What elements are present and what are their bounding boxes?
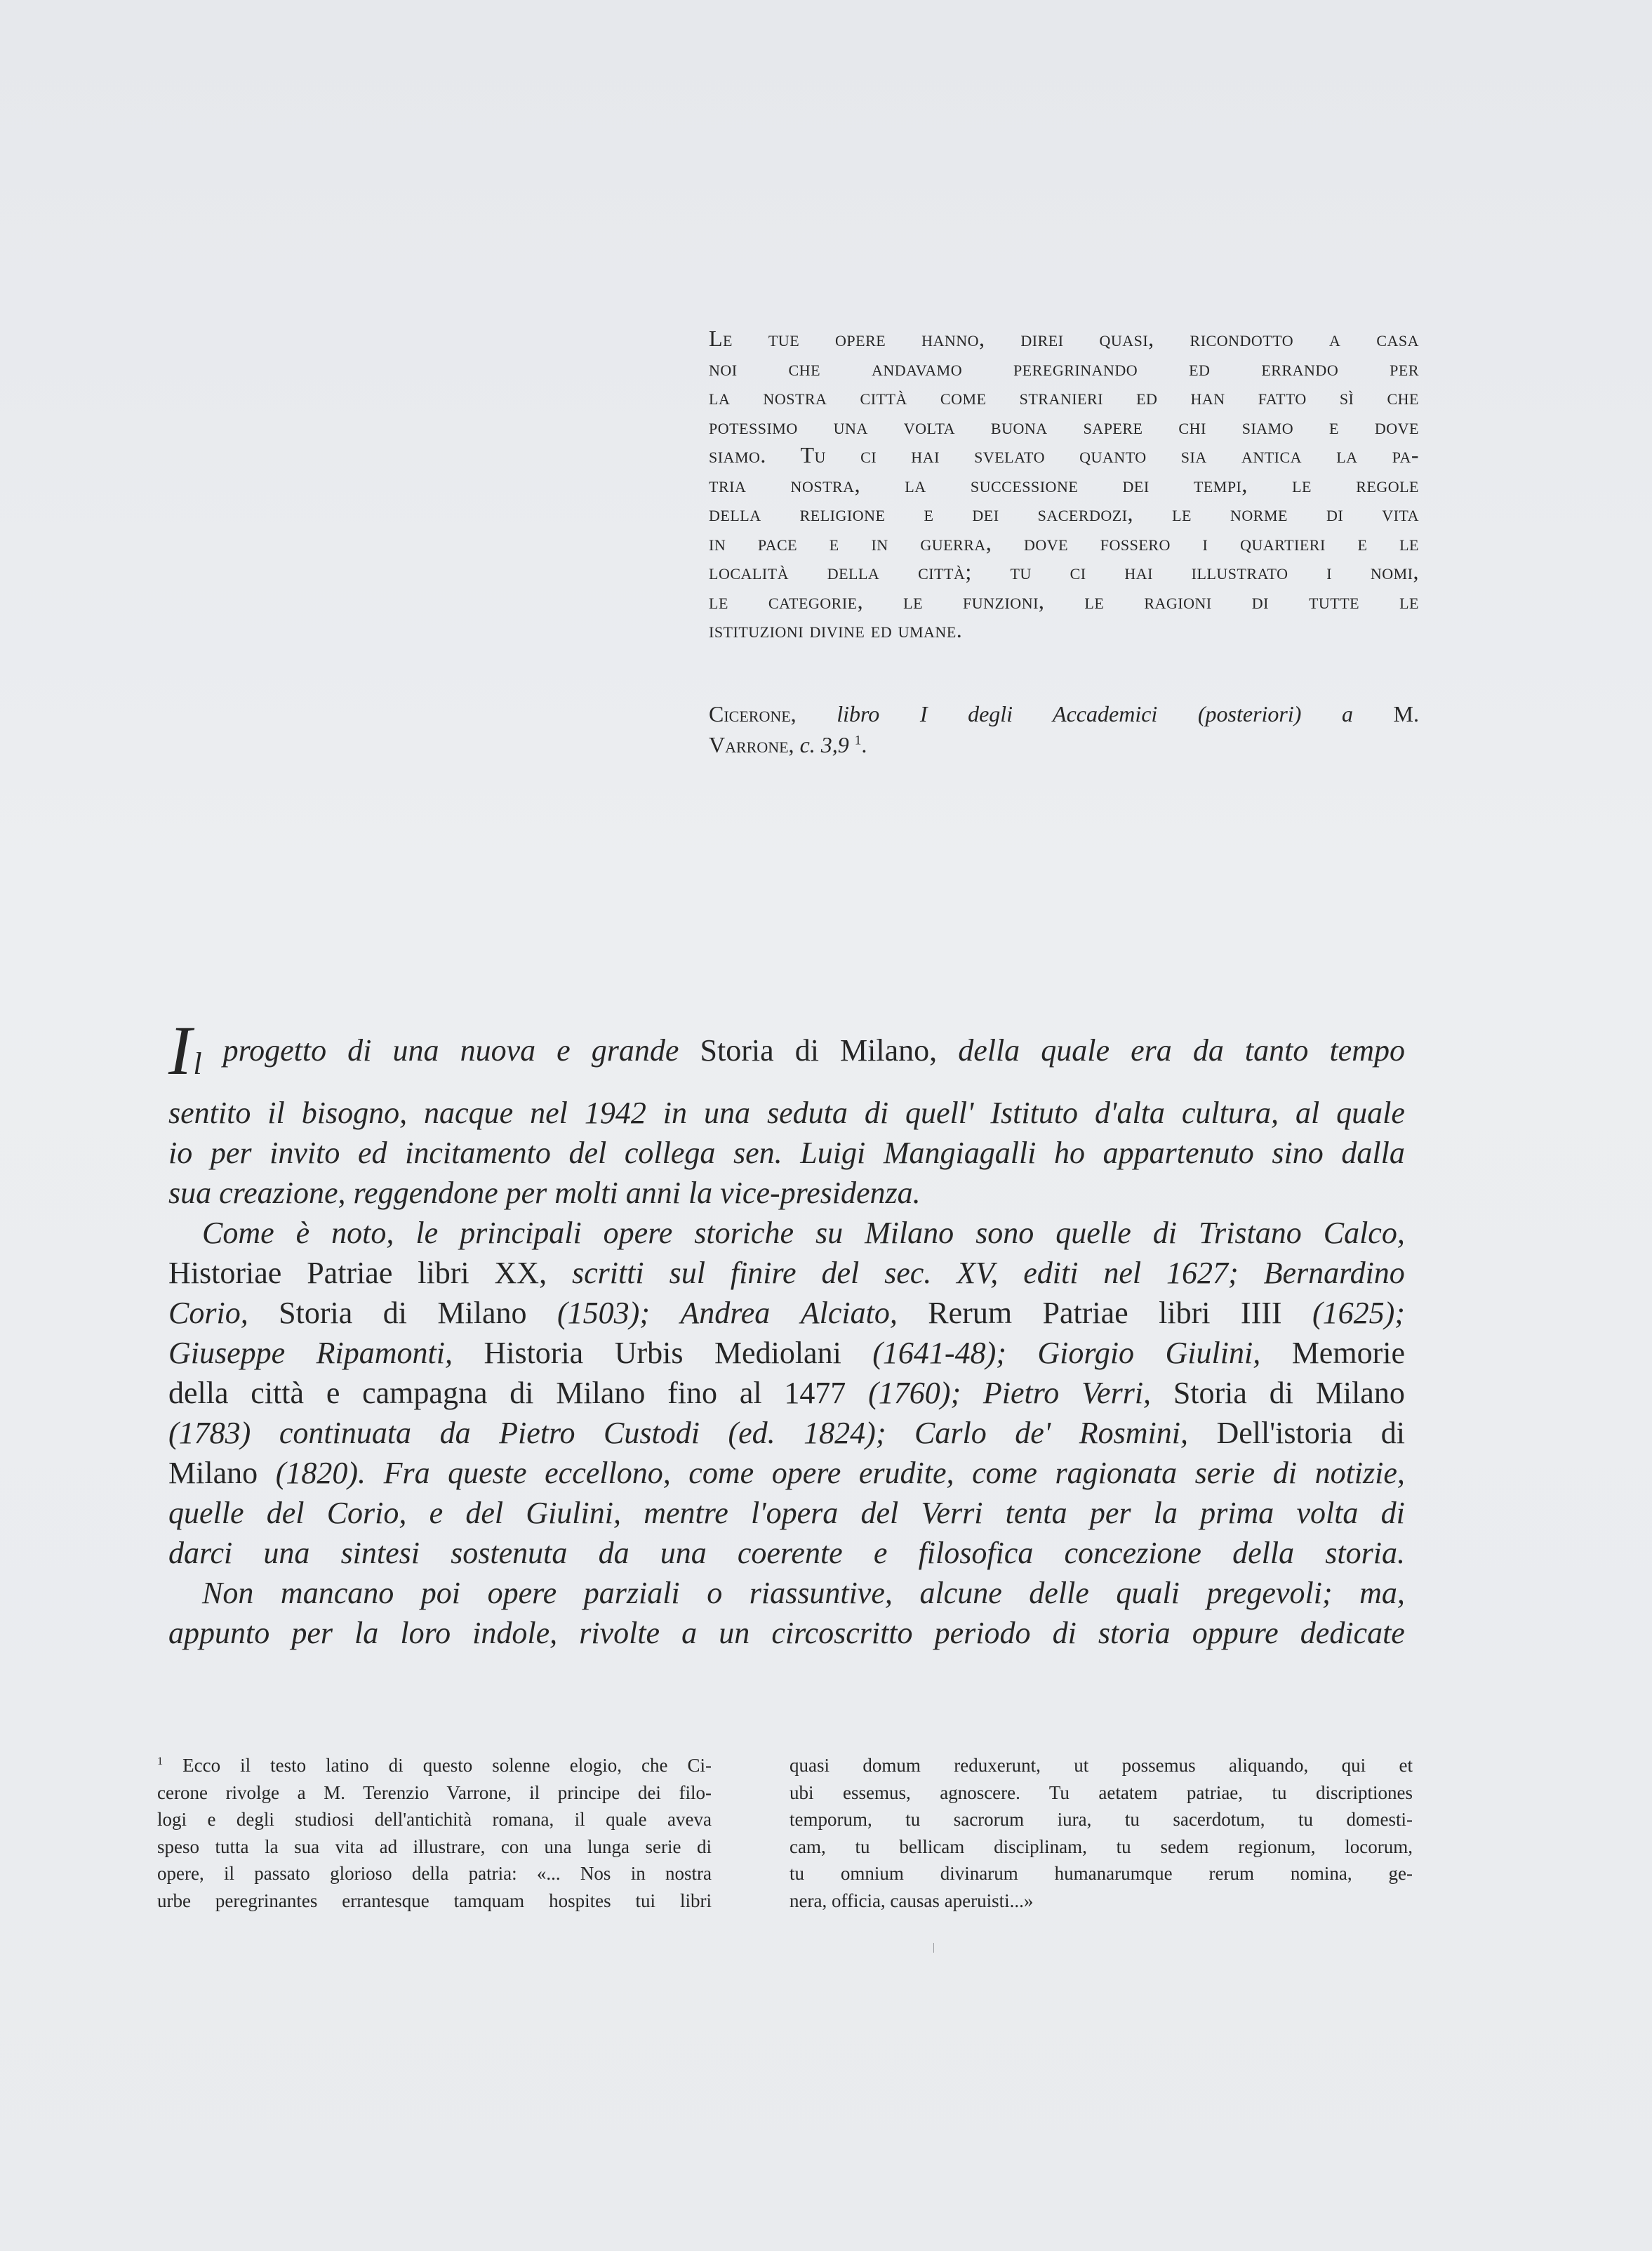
word: pregevoli;	[1206, 1576, 1333, 1610]
footnote-line: nera, officia, causas aperuisti...»	[790, 1890, 1034, 1911]
word: e	[873, 1536, 888, 1570]
epigraph-line: potessimo una volta buona sapere chi siamo e dove	[709, 413, 1419, 439]
footnote-line: tu omnium divinarum humanarumque rerum nomina, ge-	[790, 1863, 1413, 1884]
word: incitamento	[405, 1136, 551, 1170]
word: era	[1131, 1033, 1172, 1068]
epigraph-line: siamo. Tu ci hai svelato quanto sia antica la pa-	[709, 442, 1419, 467]
word: noto,	[331, 1216, 394, 1250]
word: è	[295, 1216, 310, 1250]
word: libri	[1159, 1296, 1211, 1330]
word: io	[168, 1136, 193, 1170]
footnote-text: urbe peregrinantes errantesque tamquam hospites tui libri	[157, 1890, 712, 1911]
word: una	[660, 1536, 707, 1570]
word: Historiae	[168, 1256, 282, 1290]
citation-line-2	[709, 729, 1419, 760]
word: grande	[591, 1033, 679, 1068]
word: (1503);	[557, 1296, 650, 1330]
word: quelle	[1055, 1216, 1131, 1250]
word: come	[972, 1456, 1037, 1490]
footnote-mark: 1	[157, 1755, 164, 1767]
text-line	[168, 1533, 1405, 1573]
word: libri	[418, 1256, 469, 1290]
word: Pietro	[499, 1416, 575, 1450]
word: a	[681, 1616, 698, 1650]
word: d'alta	[1095, 1096, 1165, 1130]
word: Dell'istoria	[1216, 1416, 1353, 1450]
word: 1477	[784, 1376, 846, 1410]
citation-author: Cicerone,	[709, 701, 797, 726]
word: e	[429, 1496, 444, 1530]
first-word	[168, 1009, 202, 1093]
word: ho	[1054, 1136, 1086, 1170]
word: del	[860, 1496, 899, 1530]
word: darci	[168, 1536, 233, 1570]
word: de'	[1015, 1416, 1051, 1450]
word: Milano	[865, 1216, 954, 1250]
word: Giulini,	[526, 1496, 621, 1530]
word: tempo	[1329, 1033, 1405, 1068]
word: 1627;	[1166, 1256, 1239, 1290]
word: Milano	[1315, 1376, 1405, 1410]
word: quale	[1336, 1096, 1405, 1130]
word: per	[210, 1136, 252, 1170]
word: la	[354, 1616, 379, 1650]
word: Calco,	[1323, 1216, 1405, 1250]
word: (1760);	[868, 1376, 961, 1410]
text-line	[168, 1573, 1405, 1613]
text-line	[168, 1373, 1405, 1413]
word: 1942	[584, 1096, 646, 1130]
word: Non	[202, 1576, 254, 1610]
word: tanto	[1244, 1033, 1309, 1068]
word: concezione	[1064, 1536, 1201, 1570]
italic-text: sua creazione, reggendone per molti anni la vice-presidenza.	[168, 1176, 921, 1210]
word: Ripamonti,	[316, 1336, 453, 1370]
word: sintesi	[340, 1536, 420, 1570]
word: Andrea	[680, 1296, 771, 1330]
word: rivolte	[579, 1616, 660, 1650]
word: filosofica	[918, 1536, 1034, 1570]
word: editi	[1023, 1256, 1079, 1290]
word: la	[1153, 1496, 1178, 1530]
word: sino	[1272, 1136, 1324, 1170]
word: del	[266, 1496, 305, 1530]
word: Corio,	[326, 1496, 407, 1530]
word: Milano	[556, 1376, 646, 1410]
word: poi	[420, 1576, 461, 1610]
word: della	[168, 1376, 229, 1410]
word: ed	[357, 1136, 387, 1170]
footnote-text: logi e degli studiosi dell'antichità romana, il quale aveva	[157, 1809, 712, 1830]
footnote-text: speso tutta la sua vita ad illustrare, con una lunga serie di	[157, 1835, 712, 1857]
word: di	[509, 1376, 534, 1410]
word: Patriae	[1042, 1296, 1128, 1330]
word: o	[707, 1576, 723, 1610]
main-text	[168, 1009, 1405, 1653]
word: cultura,	[1181, 1096, 1279, 1130]
word: indole,	[472, 1616, 558, 1650]
word: delle	[1029, 1576, 1089, 1610]
word: Storia	[1173, 1376, 1247, 1410]
word: quale	[1041, 1033, 1110, 1068]
word: nel	[1103, 1256, 1142, 1290]
word: di	[1380, 1416, 1405, 1450]
word: di	[1272, 1456, 1297, 1490]
word: serie	[1194, 1456, 1255, 1490]
text-line	[168, 1093, 1405, 1133]
footnote-line	[157, 1887, 712, 1915]
word: quelle	[168, 1496, 244, 1530]
word: una	[263, 1536, 310, 1570]
word: un	[719, 1616, 750, 1650]
word: principali	[460, 1216, 582, 1250]
word: Corio,	[168, 1296, 248, 1330]
text-line	[168, 1413, 1405, 1453]
word: del	[465, 1496, 504, 1530]
word: queste	[448, 1456, 527, 1490]
word: tenta	[1005, 1496, 1067, 1530]
word: nel	[530, 1096, 568, 1130]
drop-cap: I	[168, 1011, 192, 1089]
word: continuata	[279, 1416, 412, 1450]
footnote-reference[interactable]: 1	[854, 733, 862, 748]
word: città	[251, 1376, 305, 1410]
word: di	[1052, 1616, 1077, 1650]
citation-work: libro I degli Accademici (posteriori) a	[796, 701, 1353, 726]
word: di	[1269, 1376, 1293, 1410]
text-line	[168, 1253, 1405, 1293]
footnote-line	[157, 1779, 712, 1807]
word: sen.	[733, 1136, 782, 1170]
word: Verri,	[1081, 1376, 1152, 1410]
word: sentito	[168, 1096, 251, 1130]
word: da	[598, 1536, 630, 1570]
word: Tristano	[1199, 1216, 1302, 1250]
word: appunto	[168, 1616, 270, 1650]
text-line	[168, 1133, 1405, 1173]
epigraph-line: istituzioni divine ed umane.	[709, 617, 963, 642]
text-line	[168, 1493, 1405, 1533]
word: storia.	[1325, 1536, 1405, 1570]
footnote-line: cam, tu bellicam disciplinam, tu sedem regionum, locorum,	[790, 1835, 1413, 1857]
word: eccellono,	[545, 1456, 671, 1490]
footnote-text: cerone rivolge a M. Terenzio Varrone, il principe dei filo-	[157, 1781, 712, 1803]
word: circoscritto	[771, 1616, 913, 1650]
word: (1783)	[168, 1416, 251, 1450]
word: oppure	[1192, 1616, 1279, 1650]
epigraph	[709, 324, 1419, 645]
word: di	[1152, 1216, 1178, 1250]
word: di	[347, 1033, 372, 1068]
word: quali	[1116, 1576, 1180, 1610]
footnote-left-column	[157, 1752, 712, 1914]
word: l'opera	[750, 1496, 839, 1530]
footnote-text: Ecco il testo latino di questo solenne elogio, che Ci-	[163, 1755, 712, 1776]
word: dalla	[1341, 1136, 1405, 1170]
word: una	[392, 1033, 439, 1068]
word: (1641-48);	[872, 1336, 1006, 1370]
epigraph-line: la nostra città come stranieri ed han fatto sì che	[709, 384, 1419, 409]
footnote-line: temporum, tu sacrorum iura, tu sacerdotum, tu domesti-	[790, 1809, 1413, 1830]
word: di	[794, 1033, 819, 1068]
epigraph-line: Le tue opere hanno, direi quasi, ricondotto a casa	[709, 326, 1419, 351]
word: Mediolani	[714, 1336, 841, 1370]
word: il	[267, 1096, 285, 1130]
word: per	[291, 1616, 333, 1650]
word: una	[703, 1096, 750, 1130]
footnote-line	[157, 1833, 712, 1861]
word: invito	[269, 1136, 340, 1170]
word: coerente	[737, 1536, 843, 1570]
word: seduta	[766, 1096, 848, 1130]
word: (ed.	[728, 1416, 775, 1450]
word: Milano	[168, 1456, 258, 1490]
word: da	[1192, 1033, 1224, 1068]
word: mancano	[280, 1576, 394, 1610]
word: storia	[1098, 1616, 1171, 1650]
word: Mangiagalli	[883, 1136, 1037, 1170]
word: Pietro	[982, 1376, 1060, 1410]
epigraph-line: tria nostra, la successione dei tempi, le regole	[709, 471, 1419, 497]
word: loro	[400, 1616, 451, 1650]
word: della	[1232, 1536, 1295, 1570]
word: su	[815, 1216, 844, 1250]
citation-line-1	[709, 698, 1419, 729]
word: della	[958, 1033, 1020, 1068]
word: Giorgio	[1037, 1336, 1135, 1370]
word: Come	[202, 1216, 274, 1250]
text-line	[168, 1333, 1405, 1373]
word: sul	[669, 1256, 705, 1290]
word: IIII	[1240, 1296, 1282, 1330]
citation-end: .	[861, 732, 867, 757]
word: Giuseppe	[168, 1336, 286, 1370]
word: del	[821, 1256, 860, 1290]
word: Rosmini,	[1079, 1416, 1188, 1450]
word: sostenuta	[451, 1536, 568, 1570]
word: l	[193, 1047, 202, 1081]
citation-name: Varrone,	[709, 732, 794, 757]
gutter-mark	[933, 1943, 934, 1953]
word: Carlo	[914, 1416, 987, 1450]
word: Luigi	[800, 1136, 866, 1170]
epigraph-line: le categorie, le funzioni, le ragioni di tutte le	[709, 587, 1419, 613]
citation-initial: M.	[1352, 701, 1420, 726]
word: sono	[975, 1216, 1034, 1250]
word: Giulini,	[1165, 1336, 1261, 1370]
word: fino	[667, 1376, 718, 1410]
word: al	[739, 1376, 762, 1410]
word: volta	[1296, 1496, 1359, 1530]
word: da	[439, 1416, 471, 1450]
word: nacque	[424, 1096, 514, 1130]
word: Alciato,	[800, 1296, 898, 1330]
word: XX,	[494, 1256, 547, 1290]
word: Storia	[279, 1296, 353, 1330]
word: XV,	[957, 1256, 999, 1290]
word: 1824);	[804, 1416, 886, 1450]
word: al	[1295, 1096, 1320, 1130]
word: (1820).	[275, 1456, 366, 1490]
text-line	[168, 1293, 1405, 1333]
word: e	[326, 1376, 340, 1410]
footnote-line	[157, 1752, 712, 1779]
text-line	[168, 1009, 1405, 1093]
word: Rerum	[928, 1296, 1013, 1330]
epigraph-line: noi che andavamo peregrinando ed errando per	[709, 354, 1419, 380]
word: parziali	[583, 1576, 680, 1610]
word: le	[415, 1216, 439, 1250]
word: di	[1380, 1496, 1405, 1530]
word: appartenuto	[1103, 1136, 1254, 1170]
word: di	[864, 1096, 889, 1130]
word: per	[1089, 1496, 1131, 1530]
word: prima	[1200, 1496, 1274, 1530]
word: in	[662, 1096, 688, 1130]
word: dedicate	[1300, 1616, 1405, 1650]
word: opere	[771, 1456, 841, 1490]
citation-ref: c. 3,9	[794, 732, 849, 757]
word: collega	[624, 1136, 716, 1170]
word: ragionata	[1055, 1456, 1178, 1490]
text-line	[168, 1613, 1405, 1653]
word: scritti	[571, 1256, 644, 1290]
word: opere	[487, 1576, 557, 1610]
footnote-text: opere, il passato glorioso della patria: «... Nos in nostra	[157, 1863, 712, 1884]
word: erudite,	[858, 1456, 954, 1490]
word: Milano,	[840, 1033, 938, 1068]
footnote-line	[157, 1860, 712, 1887]
word: Custodi	[604, 1416, 700, 1450]
word: Milano	[437, 1296, 527, 1330]
word: mentre	[644, 1496, 728, 1530]
word: progetto	[222, 1033, 327, 1068]
word: Istituto	[990, 1096, 1079, 1130]
word: (1625);	[1312, 1296, 1405, 1330]
epigraph-citation	[709, 698, 1419, 760]
text-line	[168, 1453, 1405, 1493]
footnote-line: quasi domum reduxerunt, ut possemus aliquando, qui et	[790, 1755, 1413, 1776]
word: nuova	[460, 1033, 536, 1068]
epigraph-line: in pace e in guerra, dove fossero i quartieri e le	[709, 529, 1419, 555]
word: periodo	[934, 1616, 1031, 1650]
word: Patriae	[307, 1256, 393, 1290]
text-line	[168, 1173, 1405, 1213]
word: del	[568, 1136, 607, 1170]
word: opere	[603, 1216, 673, 1250]
word: di	[382, 1296, 407, 1330]
word: riassuntive,	[749, 1576, 893, 1610]
word: Urbis	[614, 1336, 684, 1370]
footnote-line	[157, 1806, 712, 1833]
word: finire	[730, 1256, 797, 1290]
word: e	[557, 1033, 571, 1068]
epigraph-line: della religione e dei sacerdozi, le norme di vita	[709, 500, 1419, 526]
word: notizie,	[1314, 1456, 1405, 1490]
word: Bernardino	[1263, 1256, 1405, 1290]
word: Historia	[484, 1336, 584, 1370]
word: come	[688, 1456, 754, 1490]
epigraph-line: località della città; tu ci hai illustrato i nomi,	[709, 559, 1419, 584]
word: alcune	[919, 1576, 1002, 1610]
word: Storia	[700, 1033, 774, 1068]
word: Fra	[383, 1456, 430, 1490]
word: Memorie	[1291, 1336, 1405, 1370]
word: storiche	[694, 1216, 794, 1250]
footnote-right-column	[790, 1752, 1413, 1914]
word: sec.	[884, 1256, 932, 1290]
word: campagna	[362, 1376, 488, 1410]
text-line	[168, 1213, 1405, 1253]
word: quell'	[905, 1096, 974, 1130]
footnote-line: ubi essemus, agnoscere. Tu aetatem patriae, tu discriptiones	[790, 1781, 1413, 1803]
word: bisogno,	[301, 1096, 408, 1130]
word: Verri	[921, 1496, 983, 1530]
word: ma,	[1359, 1576, 1405, 1610]
